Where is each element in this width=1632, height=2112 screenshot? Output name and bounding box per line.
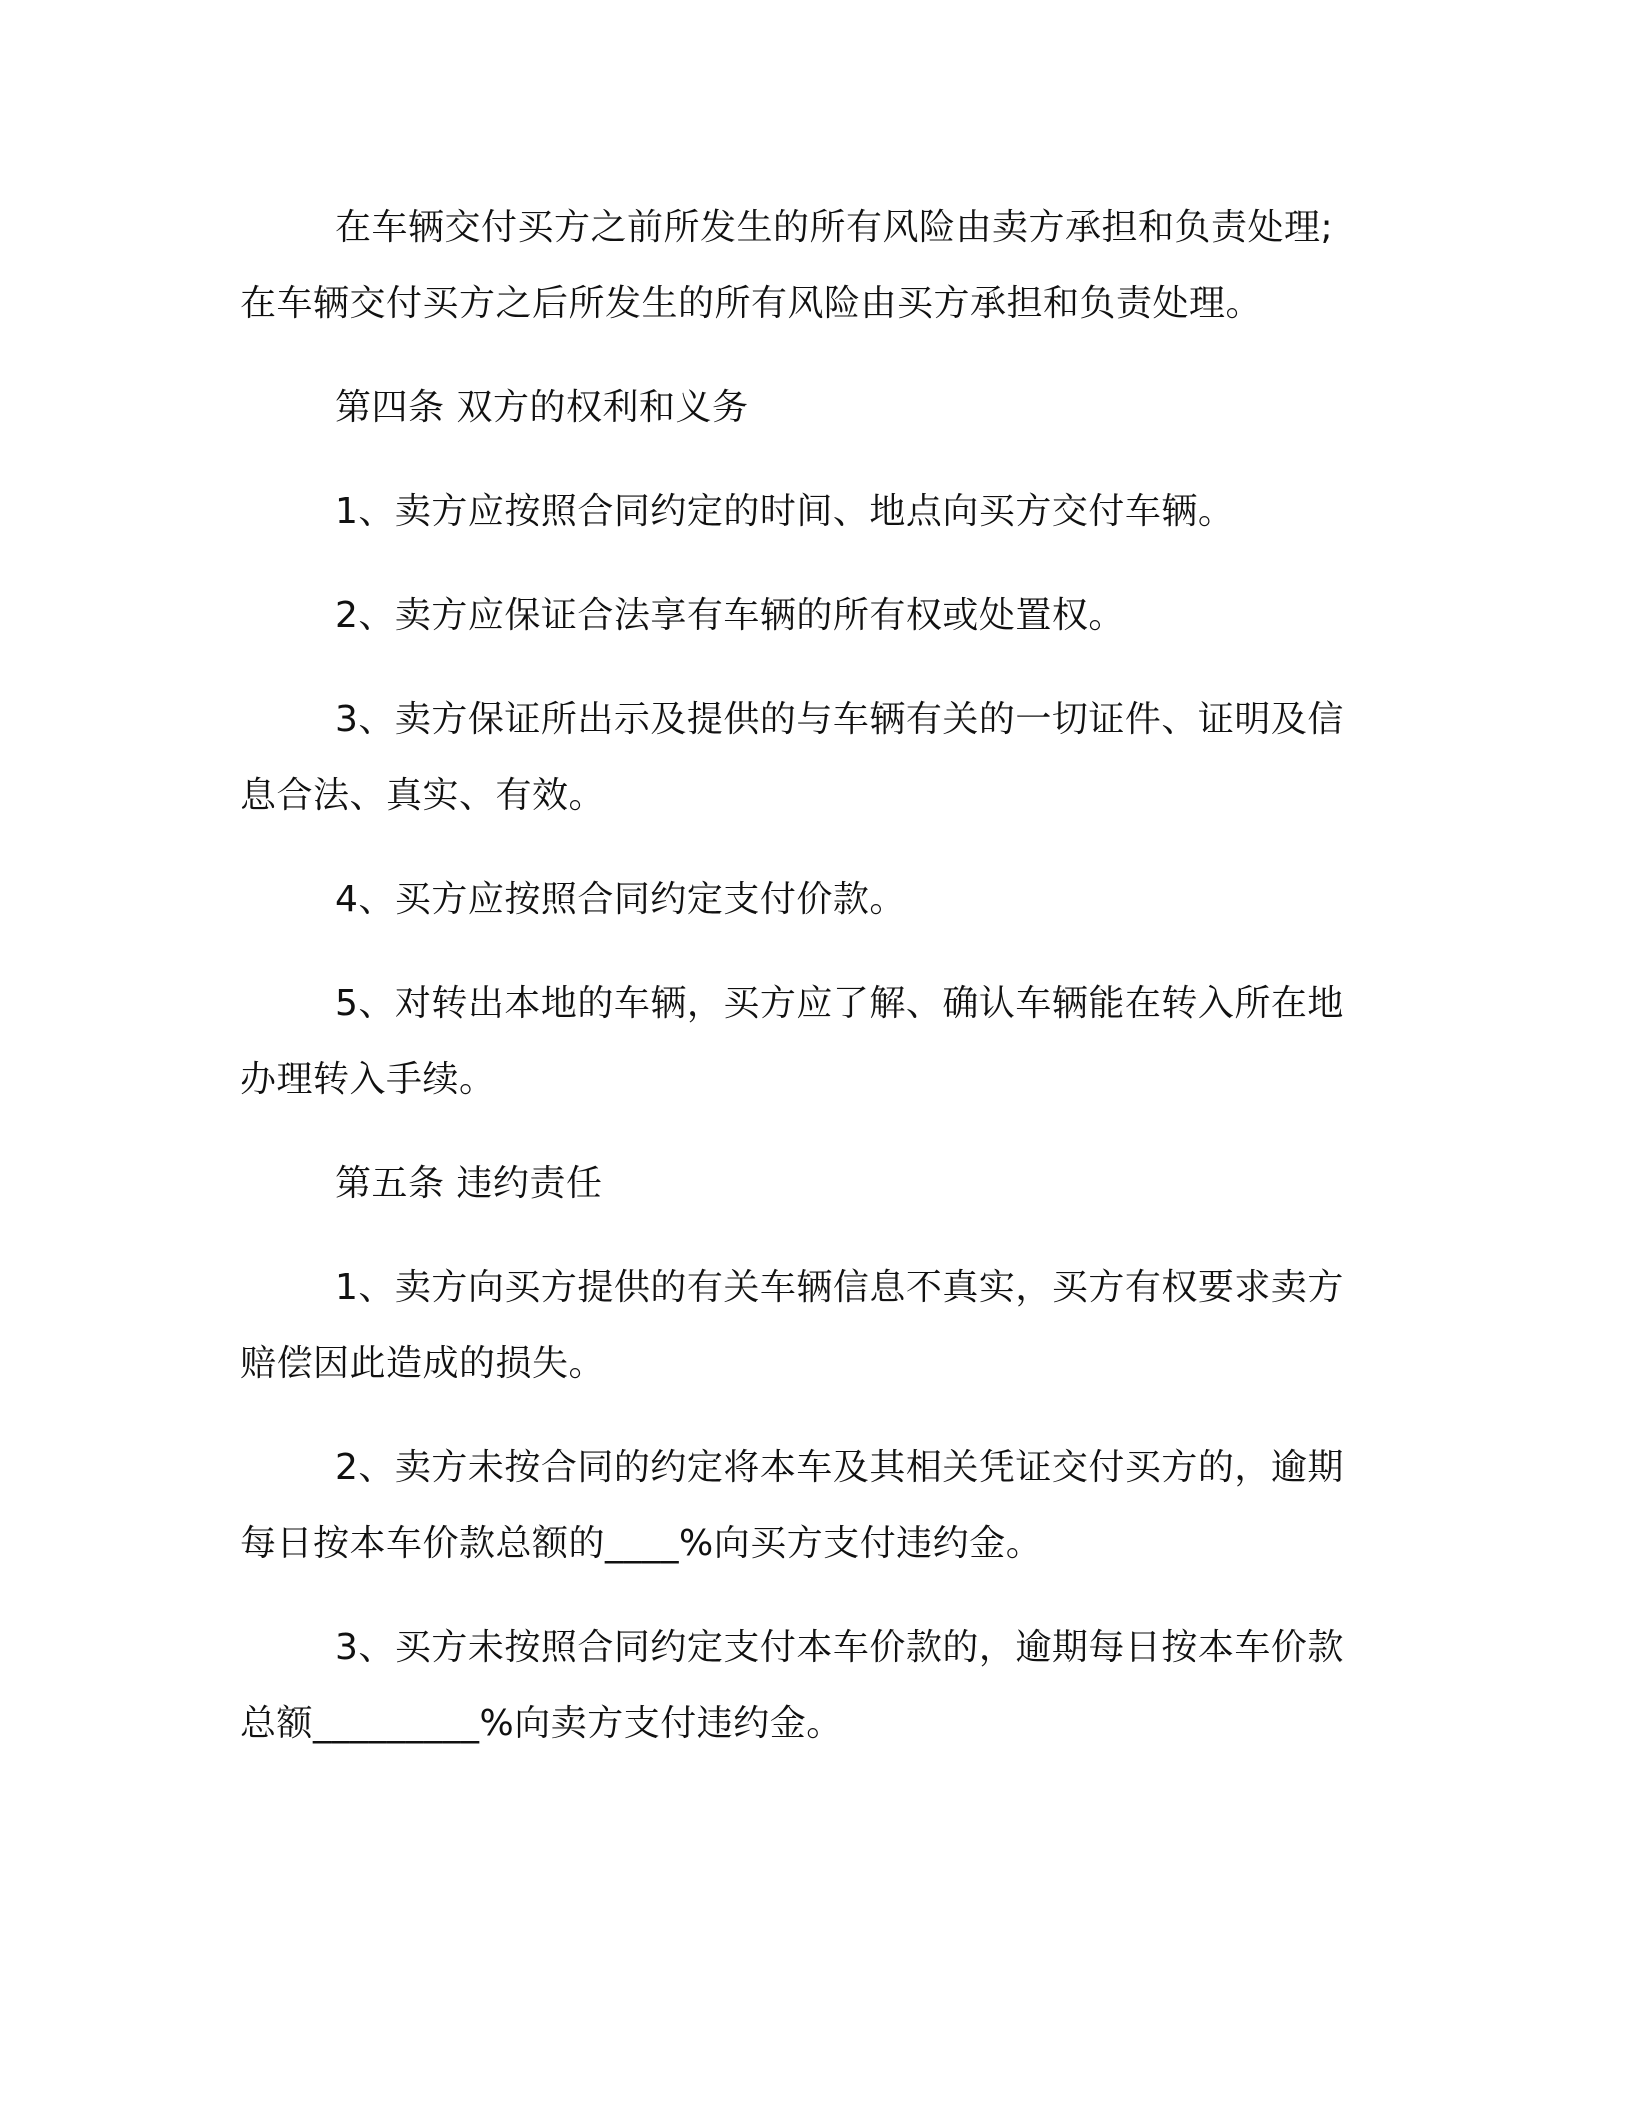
clause-4-2: 2、卖方应保证合法享有车辆的所有权或处置权。	[335, 595, 1125, 636]
clause-5-1: 1、卖方向买方提供的有关车辆信息不真实，买方有权要求卖方赔偿因此造成的损失。	[240, 1267, 1344, 1384]
clause-5-2: 2、卖方未按合同的约定将本车及其相关凭证交付买方的，逾期每日按本车价款总额的____%向买方支付违约金。	[240, 1447, 1344, 1564]
clause-4-1: 1、卖方应按照合同约定的时间、地点向买方交付车辆。	[335, 491, 1235, 532]
clause-4-4: 4、买方应按照合同约定支付价款。	[335, 879, 906, 920]
clause-4-5: 5、对转出本地的车辆，买方应了解、确认车辆能在转入所在地办理转入手续。	[240, 983, 1344, 1100]
clause-4-3: 3、卖方保证所出示及提供的与车辆有关的一切证件、证明及信息合法、真实、有效。	[240, 699, 1344, 816]
section-heading-article-4: 第四条 双方的权利和义务	[335, 387, 749, 428]
clause-5-3: 3、买方未按照合同约定支付本车价款的，逾期每日按本车价款总额_________%向卖方支付违约金。	[240, 1627, 1344, 1744]
document-body	[240, 190, 1360, 1790]
paragraph-risk-allocation: 在车辆交付买方之前所发生的所有风险由卖方承担和负责处理;在车辆交付买方之后所发生的所有风险由买方承担和负责处理。	[240, 207, 1334, 324]
section-heading-article-5: 第五条 违约责任	[335, 1163, 603, 1204]
